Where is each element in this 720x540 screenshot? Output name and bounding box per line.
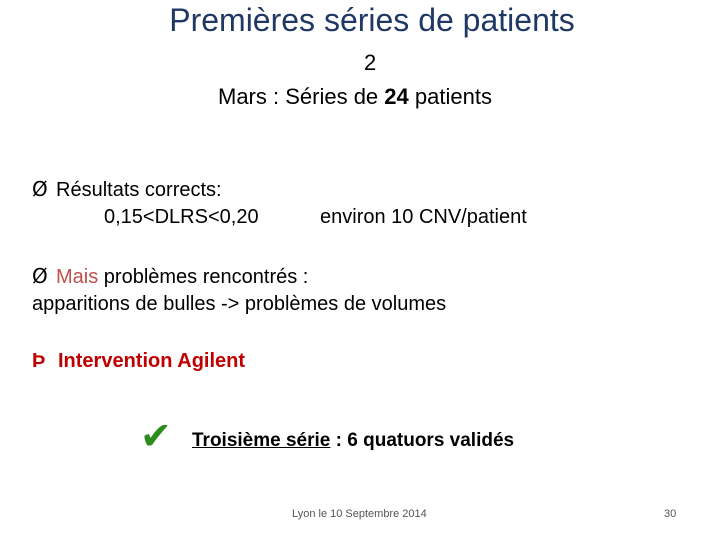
intervention-text: Intervention Agilent [58,350,246,372]
intervention-line [32,350,245,373]
third-series-colon: : [330,430,348,451]
subtitle [218,84,492,110]
footer-text: Lyon le 10 Septembre 2014 [292,508,427,520]
arrow-bullet-icon: Ø [32,264,48,288]
implies-icon: Þ [32,350,46,372]
page-number: 30 [664,508,677,520]
problems-detail: apparitions de bulles -> problèmes de volumes [32,293,447,315]
results-cnv: environ 10 CNV/patient [320,206,527,228]
checkmark-icon: ✔ [140,416,172,458]
problems-text: problèmes rencontrés : [103,266,309,288]
results-range: 0,15<DLRS<0,20 [104,206,259,228]
subtitle-prefix: Mars : Séries de [218,84,379,109]
third-series-text: 6 quatuors validés [347,430,515,451]
third-series-line [192,430,514,452]
arrow-bullet-icon: Ø [32,177,48,201]
mais-label: Mais [56,266,99,288]
results-line [32,177,222,202]
third-series-label: Troisième série [192,430,331,451]
problems-line [32,264,308,289]
results-label: Résultats corrects: [56,179,222,201]
page-title: Premières séries de patients [169,2,575,38]
subtitle-count: 24 [384,84,409,109]
subtitle-number: 2 [364,50,377,75]
subtitle-suffix: patients [414,84,492,109]
